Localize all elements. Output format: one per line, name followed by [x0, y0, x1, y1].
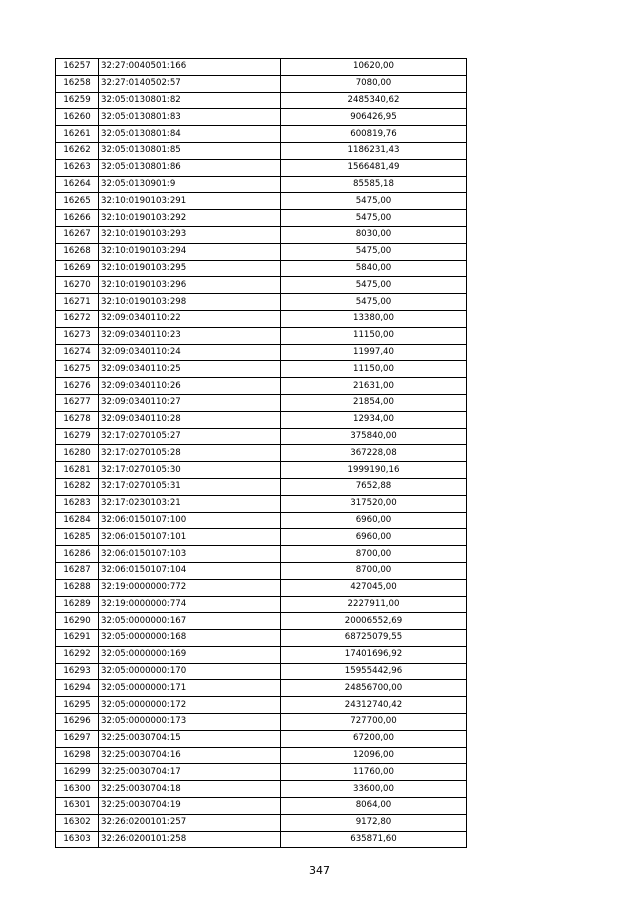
value-cell: 1999190,16 [281, 462, 467, 479]
row-number-cell: 16266 [56, 210, 99, 227]
value-cell: 7080,00 [281, 75, 467, 92]
value-cell: 85585,18 [281, 176, 467, 193]
table-row [56, 142, 467, 159]
table-row [56, 579, 467, 596]
row-number-cell: 16300 [56, 781, 99, 798]
cadastral-number-cell: 32:25:0030704:16 [99, 747, 281, 764]
value-cell: 7652,88 [281, 478, 467, 495]
value-cell: 11150,00 [281, 361, 467, 378]
value-cell: 5475,00 [281, 210, 467, 227]
table-row [56, 428, 467, 445]
row-number-cell: 16269 [56, 260, 99, 277]
value-cell: 2485340,62 [281, 92, 467, 109]
table-row [56, 562, 467, 579]
cadastral-number-cell: 32:10:0190103:291 [99, 193, 281, 210]
row-number-cell: 16262 [56, 142, 99, 159]
table-row [56, 109, 467, 126]
cadastral-number-cell: 32:10:0190103:298 [99, 294, 281, 311]
cadastral-number-cell: 32:05:0000000:172 [99, 697, 281, 714]
row-number-cell: 16275 [56, 361, 99, 378]
row-number-cell: 16284 [56, 512, 99, 529]
table-row [56, 495, 467, 512]
value-cell: 317520,00 [281, 495, 467, 512]
table-row [56, 764, 467, 781]
table-row [56, 361, 467, 378]
value-cell: 24856700,00 [281, 680, 467, 697]
row-number-cell: 16265 [56, 193, 99, 210]
table-row [56, 613, 467, 630]
cadastral-number-cell: 32:05:0130801:84 [99, 126, 281, 143]
cadastral-number-cell: 32:17:0270105:28 [99, 445, 281, 462]
table-row [56, 75, 467, 92]
cadastral-number-cell: 32:05:0000000:168 [99, 630, 281, 647]
table-row [56, 630, 467, 647]
value-cell: 33600,00 [281, 781, 467, 798]
row-number-cell: 16299 [56, 764, 99, 781]
cadastral-number-cell: 32:05:0000000:171 [99, 680, 281, 697]
cadastral-number-cell: 32:05:0130801:83 [99, 109, 281, 126]
value-cell: 5475,00 [281, 243, 467, 260]
cadastral-number-cell: 32:17:0270105:31 [99, 478, 281, 495]
row-number-cell: 16276 [56, 378, 99, 395]
cadastral-number-cell: 32:17:0230103:21 [99, 495, 281, 512]
row-number-cell: 16283 [56, 495, 99, 512]
table-row [56, 159, 467, 176]
cadastral-number-cell: 32:17:0270105:30 [99, 462, 281, 479]
cadastral-number-cell: 32:05:0000000:173 [99, 714, 281, 731]
value-cell: 12096,00 [281, 747, 467, 764]
cadastral-number-cell: 32:06:0150107:103 [99, 546, 281, 563]
row-number-cell: 16271 [56, 294, 99, 311]
table-row [56, 378, 467, 395]
table-row [56, 798, 467, 815]
cadastral-number-cell: 32:19:0000000:772 [99, 579, 281, 596]
table-row [56, 394, 467, 411]
value-cell: 21631,00 [281, 378, 467, 395]
cadastral-number-cell: 32:27:0140502:57 [99, 75, 281, 92]
row-number-cell: 16260 [56, 109, 99, 126]
table-row [56, 646, 467, 663]
cadastral-number-cell: 32:06:0150107:100 [99, 512, 281, 529]
cadastral-number-cell: 32:26:0200101:258 [99, 831, 281, 848]
table-row [56, 546, 467, 563]
value-cell: 6960,00 [281, 529, 467, 546]
table-row [56, 176, 467, 193]
data-table [55, 58, 467, 848]
table-row [56, 260, 467, 277]
row-number-cell: 16267 [56, 226, 99, 243]
table-row [56, 781, 467, 798]
table-row [56, 344, 467, 361]
value-cell: 9172,80 [281, 814, 467, 831]
cadastral-number-cell: 32:10:0190103:295 [99, 260, 281, 277]
value-cell: 68725079,55 [281, 630, 467, 647]
table-row [56, 445, 467, 462]
cadastral-number-cell: 32:10:0190103:294 [99, 243, 281, 260]
row-number-cell: 16282 [56, 478, 99, 495]
table-row [56, 714, 467, 731]
row-number-cell: 16278 [56, 411, 99, 428]
value-cell: 1186231,43 [281, 142, 467, 159]
value-cell: 10620,00 [281, 59, 467, 76]
row-number-cell: 16273 [56, 327, 99, 344]
cadastral-number-cell: 32:25:0030704:18 [99, 781, 281, 798]
table-row [56, 226, 467, 243]
row-number-cell: 16274 [56, 344, 99, 361]
table-row [56, 243, 467, 260]
value-cell: 20006552,69 [281, 613, 467, 630]
row-number-cell: 16277 [56, 394, 99, 411]
value-cell: 5840,00 [281, 260, 467, 277]
row-number-cell: 16258 [56, 75, 99, 92]
cadastral-number-cell: 32:26:0200101:257 [99, 814, 281, 831]
table-row [56, 730, 467, 747]
cadastral-number-cell: 32:25:0030704:19 [99, 798, 281, 815]
value-cell: 15955442,96 [281, 663, 467, 680]
cadastral-number-cell: 32:05:0000000:169 [99, 646, 281, 663]
table-row [56, 294, 467, 311]
cadastral-number-cell: 32:25:0030704:17 [99, 764, 281, 781]
cadastral-number-cell: 32:09:0340110:25 [99, 361, 281, 378]
table-row [56, 310, 467, 327]
value-cell: 727700,00 [281, 714, 467, 731]
row-number-cell: 16294 [56, 680, 99, 697]
table-row [56, 327, 467, 344]
row-number-cell: 16280 [56, 445, 99, 462]
value-cell: 13380,00 [281, 310, 467, 327]
value-cell: 11760,00 [281, 764, 467, 781]
row-number-cell: 16272 [56, 310, 99, 327]
cadastral-number-cell: 32:05:0130801:82 [99, 92, 281, 109]
table-row [56, 814, 467, 831]
cadastral-number-cell: 32:27:0040501:166 [99, 59, 281, 76]
row-number-cell: 16268 [56, 243, 99, 260]
row-number-cell: 16302 [56, 814, 99, 831]
cadastral-number-cell: 32:05:0130901:9 [99, 176, 281, 193]
cadastral-number-cell: 32:09:0340110:27 [99, 394, 281, 411]
value-cell: 67200,00 [281, 730, 467, 747]
table-row [56, 411, 467, 428]
data-table-container [55, 58, 467, 848]
value-cell: 8064,00 [281, 798, 467, 815]
cadastral-number-cell: 32:09:0340110:23 [99, 327, 281, 344]
row-number-cell: 16261 [56, 126, 99, 143]
table-row [56, 512, 467, 529]
row-number-cell: 16291 [56, 630, 99, 647]
row-number-cell: 16295 [56, 697, 99, 714]
cadastral-number-cell: 32:10:0190103:293 [99, 226, 281, 243]
row-number-cell: 16288 [56, 579, 99, 596]
value-cell: 600819,76 [281, 126, 467, 143]
row-number-cell: 16257 [56, 59, 99, 76]
table-body [56, 59, 467, 848]
value-cell: 5475,00 [281, 294, 467, 311]
table-row [56, 831, 467, 848]
table-row [56, 462, 467, 479]
table-row [56, 529, 467, 546]
row-number-cell: 16263 [56, 159, 99, 176]
value-cell: 12934,00 [281, 411, 467, 428]
value-cell: 5475,00 [281, 277, 467, 294]
cadastral-number-cell: 32:09:0340110:22 [99, 310, 281, 327]
table-row [56, 697, 467, 714]
cadastral-number-cell: 32:10:0190103:296 [99, 277, 281, 294]
value-cell: 21854,00 [281, 394, 467, 411]
value-cell: 1566481,49 [281, 159, 467, 176]
table-row [56, 478, 467, 495]
value-cell: 8700,00 [281, 562, 467, 579]
page-number: 347 [309, 864, 330, 877]
row-number-cell: 16279 [56, 428, 99, 445]
table-row [56, 193, 467, 210]
table-row [56, 680, 467, 697]
value-cell: 8700,00 [281, 546, 467, 563]
table-row [56, 663, 467, 680]
value-cell: 11997,40 [281, 344, 467, 361]
table-row [56, 59, 467, 76]
row-number-cell: 16289 [56, 596, 99, 613]
value-cell: 11150,00 [281, 327, 467, 344]
row-number-cell: 16285 [56, 529, 99, 546]
value-cell: 375840,00 [281, 428, 467, 445]
value-cell: 17401696,92 [281, 646, 467, 663]
row-number-cell: 16264 [56, 176, 99, 193]
cadastral-number-cell: 32:05:0130801:85 [99, 142, 281, 159]
cadastral-number-cell: 32:05:0130801:86 [99, 159, 281, 176]
row-number-cell: 16301 [56, 798, 99, 815]
row-number-cell: 16286 [56, 546, 99, 563]
table-row [56, 277, 467, 294]
table-row [56, 747, 467, 764]
row-number-cell: 16259 [56, 92, 99, 109]
table-row [56, 92, 467, 109]
value-cell: 635871,60 [281, 831, 467, 848]
value-cell: 2227911,00 [281, 596, 467, 613]
cadastral-number-cell: 32:05:0000000:167 [99, 613, 281, 630]
table-row [56, 210, 467, 227]
row-number-cell: 16287 [56, 562, 99, 579]
cadastral-number-cell: 32:09:0340110:24 [99, 344, 281, 361]
value-cell: 6960,00 [281, 512, 467, 529]
cadastral-number-cell: 32:05:0000000:170 [99, 663, 281, 680]
cadastral-number-cell: 32:19:0000000:774 [99, 596, 281, 613]
value-cell: 427045,00 [281, 579, 467, 596]
row-number-cell: 16270 [56, 277, 99, 294]
cadastral-number-cell: 32:25:0030704:15 [99, 730, 281, 747]
cadastral-number-cell: 32:17:0270105:27 [99, 428, 281, 445]
value-cell: 906426,95 [281, 109, 467, 126]
cadastral-number-cell: 32:06:0150107:104 [99, 562, 281, 579]
cadastral-number-cell: 32:06:0150107:101 [99, 529, 281, 546]
table-row [56, 596, 467, 613]
row-number-cell: 16297 [56, 730, 99, 747]
row-number-cell: 16303 [56, 831, 99, 848]
cadastral-number-cell: 32:09:0340110:26 [99, 378, 281, 395]
row-number-cell: 16290 [56, 613, 99, 630]
cadastral-number-cell: 32:09:0340110:28 [99, 411, 281, 428]
cadastral-number-cell: 32:10:0190103:292 [99, 210, 281, 227]
table-row [56, 126, 467, 143]
value-cell: 8030,00 [281, 226, 467, 243]
row-number-cell: 16281 [56, 462, 99, 479]
row-number-cell: 16298 [56, 747, 99, 764]
row-number-cell: 16293 [56, 663, 99, 680]
value-cell: 24312740,42 [281, 697, 467, 714]
row-number-cell: 16292 [56, 646, 99, 663]
value-cell: 5475,00 [281, 193, 467, 210]
row-number-cell: 16296 [56, 714, 99, 731]
value-cell: 367228,08 [281, 445, 467, 462]
